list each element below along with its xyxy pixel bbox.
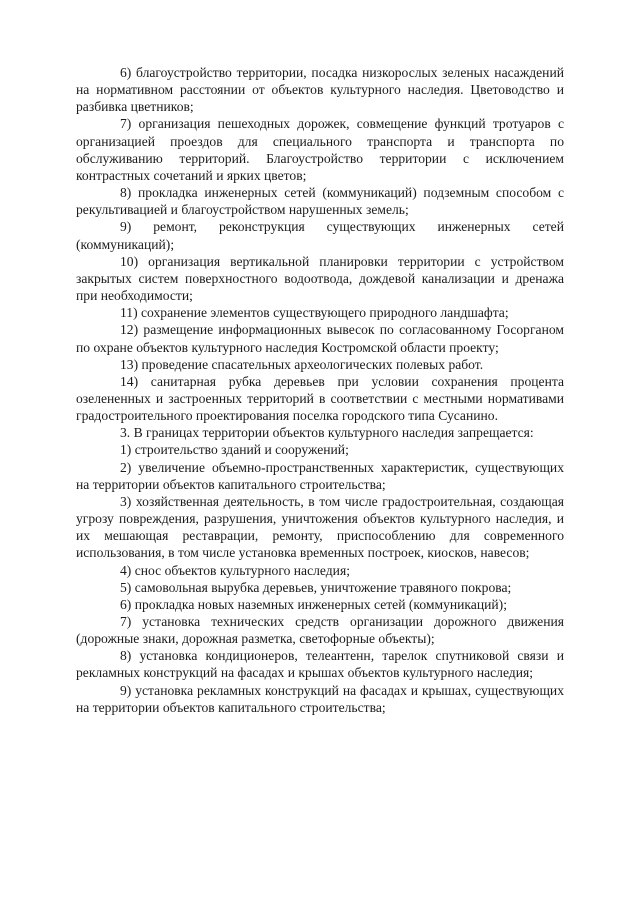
prohibition-item-7-traffic-devices: 7) установка технических средств организации дорожного движения (дорожные знаки, дорожная разметка, светофорные объекты); [76,614,564,647]
paragraph-item-7-pedestrian-paths: 7) организация пешеходных дорожек, совмещение функций тротуаров с организацией проездов для специального транспорта и транспорта по обслуживанию территорий. Благоустройство территории с исключением контрастных сочетаний и ярких цветов; [76,116,564,183]
paragraph-item-14-sanitary-felling: 14) санитарная рубка деревьев при условии сохранения процента озелененных и застроенных территорий в соответствии с местными нормативами градостроительного проектирования поселка городского типа Сусанино. [76,373,564,424]
prohibition-item-3-economic-activity: 3) хозяйственная деятельность, в том числе градостроительная, создающая угрозу повреждения, разрушения, уничтожения объектов культурного наследия, и их мешающая реставрации, ремонту, приспособлению для современного использования, в том числе установка временных построек, киосков, навесов; [76,493,564,561]
prohibition-item-1-construction: 1) строительство зданий и сооружений; [120,442,349,458]
paragraph-item-12-info-signs: 12) размещение информационных вывесок по согласованному Госорганом по охране объектов культурного наследия Костромской области проекту; [76,322,564,355]
document-body [76,64,564,716]
prohibition-item-4-demolition: 4) снос объектов культурного наследия; [120,562,350,578]
prohibition-item-5-tree-felling: 5) самовольная вырубка деревьев, уничтожение травяного покрова; [120,579,512,595]
prohibition-item-8-facade-equipment: 8) установка кондиционеров, телеантенн, тарелок спутниковой связи и рекламных конструкций на фасадах и крышах объектов культурного наследия; [76,648,564,681]
paragraph-item-10-vertical-planning: 10) организация вертикальной планировки территории с устройством закрытых систем поверхностного водоотвода, дождевой канализации и дренажа при необходимости; [76,253,564,304]
paragraph-item-6-landscaping: 6) благоустройство территории, посадка низкорослых зеленых насаждений на нормативном расстоянии от объектов культурного наследия. Цветоводство и разбивка цветников; [76,65,564,115]
section-3-prohibitions-heading: 3. В границах территории объектов культурного наследия запрещается: [120,425,534,441]
prohibition-item-2-volume-increase: 2) увеличение объемно-пространственных характеристик, существующих на территории объектов капитального строительства; [76,459,564,492]
paragraph-item-9-network-repair: 9) ремонт, реконструкция существующих инженерных сетей (коммуникаций); [76,219,564,252]
paragraph-item-11-landscape-preservation: 11) сохранение элементов существующего природного ландшафта; [120,305,509,321]
prohibition-item-6-overground-networks: 6) прокладка новых наземных инженерных сетей (коммуникаций); [120,596,507,612]
prohibition-item-9-advertising: 9) установка рекламных конструкций на фасадах и крышах, существующих на территории объектов капитального строительства; [76,682,564,715]
paragraph-item-13-archaeology: 13) проведение спасательных археологических полевых работ. [120,356,484,372]
paragraph-item-8-underground-networks: 8) прокладка инженерных сетей (коммуникаций) подземным способом с рекультивацией и благоустройством нарушенных земель; [76,185,564,218]
